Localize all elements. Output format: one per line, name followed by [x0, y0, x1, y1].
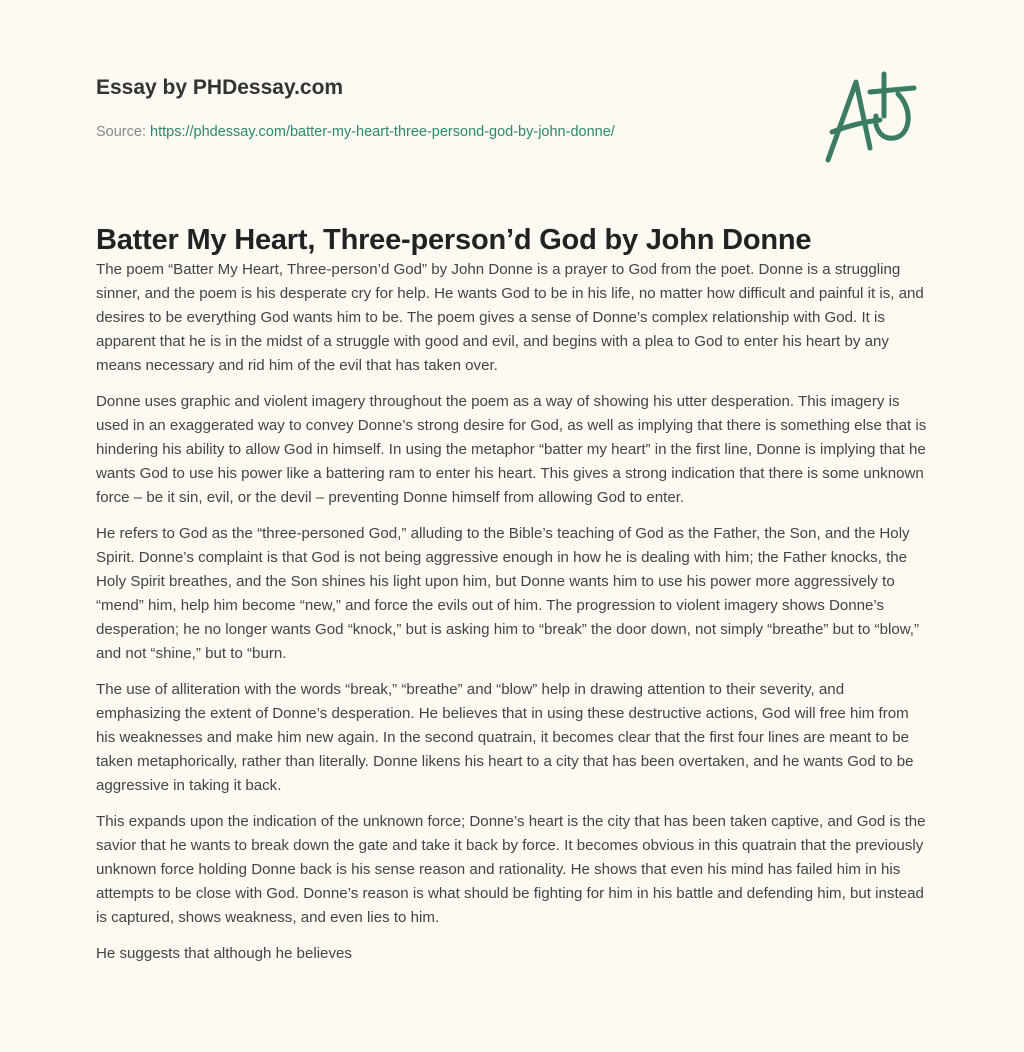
paragraph: The poem “Batter My Heart, Three-person’d God” by John Donne is a prayer to God from the poet. Donne is a struggling sinner, and the poem is his desperate cry for help. He wants God to be in his life, no matter how difficult and painful it is, and desires to be everything God wants him to be. The poem gives a sense of Donne’s complex relationship with God. It is apparent that he is in the midst of a struggle with good and evil, and begins with a plea to God to enter his heart by any means necessary and rid him of the evil that has taken over. [96, 261, 924, 374]
paragraph: The use of alliteration with the words “break,” “breathe” and “blow” help in drawing attention to their severity, and emphasizing the extent of Donne’s desperation. He believes that in using these destructive actions, God will free him from his weaknesses and make him new again. In the second quatrain, it becomes clear that the first four lines are meant to be taken metaphorically, rather than literally. Donne likens his heart to a city that has been overtaken, and he wants God to be aggressive in taking it back. [96, 681, 914, 794]
paragraph: He suggests that although he believes [96, 945, 352, 962]
essay-title: Batter My Heart, Three-person’d God by John Donne [96, 224, 812, 256]
essay-body [96, 258, 930, 978]
paragraph: Donne uses graphic and violent imagery throughout the poem as a way of showing his utter desperation. This imagery is used in an exaggerated way to convey Donne’s strong desire for God, as well as implying that there is something else that is hindering his ability to allow God in himself. In using the metaphor “batter my heart” in the first line, Donne is implying that he wants God to use his power like a battering ram to enter his heart. This gives a strong indication that there is some unknown force – be it sin, evil, or the devil – preventing Donne himself from allowing God to enter. [96, 393, 927, 506]
a-plus-logo-icon [818, 70, 928, 166]
source-link[interactable]: https://phdessay.com/batter-my-heart-three-persond-god-by-john-donne/ [150, 124, 615, 140]
paragraph: This expands upon the indication of the unknown force; Donne’s heart is the city that has been taken captive, and God is the savior that he wants to break down the gate and take it back by force. It becomes obvious in this quatrain that the previously unknown force holding Donne back is his sense reason and rationality. He shows that even his mind has failed him in his attempts to be close with God. Donne’s reason is what should be fighting for him in his battle and defending him, but instead is captured, shows weakness, and even lies to him. [96, 813, 926, 926]
brand-title: Essay by PHDessay.com [96, 76, 344, 99]
source-line [96, 124, 615, 140]
site-header [96, 76, 343, 100]
source-label: Source: [96, 124, 146, 140]
paragraph: He refers to God as the “three-personed God,” alluding to the Bible’s teaching of God as the Father, the Son, and the Holy Spirit. Donne’s complaint is that God is not being aggressive enough in how he is dealing with him; the Father knocks, the Holy Spirit breathes, and the Son shines his light upon him, but Donne wants him to use his power more aggressively to “mend” him, help him become “new,” and force the evils out of him. The progression to violent imagery shows Donne’s desperation; he no longer wants God “knock,” but is asking him to “break” the door down, not simply “breathe” but to “blow,” and not “shine,” but to “burn. [96, 525, 920, 662]
